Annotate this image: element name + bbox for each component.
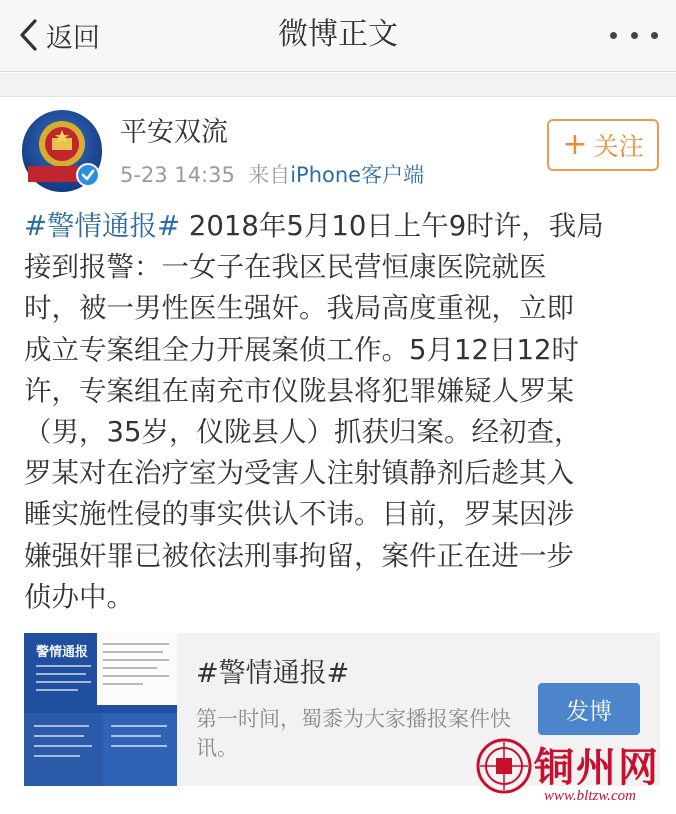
watermark-logo-icon xyxy=(476,738,532,794)
post-meta xyxy=(120,160,424,190)
thumbnail-panel xyxy=(103,713,177,786)
card-title: #警情通报# xyxy=(196,658,350,689)
watermark-url: www.bltzw.com xyxy=(544,788,636,804)
text-line xyxy=(103,651,163,653)
text-line xyxy=(34,745,92,747)
source-prefix: 来自 xyxy=(248,163,291,187)
content-line: 成立专案组全力开展案侦工作。5月12日12时 xyxy=(24,333,579,366)
content-line: （男，35岁，仪陇县人）抓获归案。经初查， xyxy=(24,415,582,448)
topic-thumbnail xyxy=(24,633,177,786)
post-content xyxy=(24,206,660,618)
post-button[interactable]: 发博 xyxy=(538,683,640,735)
thumbnail-document xyxy=(97,633,177,705)
watermark xyxy=(472,736,676,814)
text-line xyxy=(111,745,167,747)
back-label: 返回 xyxy=(46,22,100,54)
content-line: 许，专案组在南充市仪陇县将犯罪嫌疑人罗某 xyxy=(24,374,574,407)
section-gap xyxy=(0,73,676,97)
text-line xyxy=(103,675,169,677)
text-line xyxy=(103,683,143,685)
card-description: 第一时间，蜀黍为大家播报案件快讯。 xyxy=(196,707,511,760)
text-line xyxy=(111,725,167,727)
text-line xyxy=(34,755,80,757)
plus-icon: + xyxy=(562,127,588,162)
text-line xyxy=(103,667,157,669)
content-text: 2018年5月10日上午9时许，我局 xyxy=(180,210,604,242)
dot xyxy=(610,32,617,39)
author-name[interactable]: 平安双流 xyxy=(120,117,228,148)
page-title: 微博正文 xyxy=(278,17,398,52)
content-line: 侦办中。 xyxy=(24,580,134,613)
dot xyxy=(631,32,638,39)
content-line: 接到报警：一女子在我区民营恒康医院就医 xyxy=(24,251,547,284)
text-line xyxy=(34,735,84,737)
text-line xyxy=(36,673,86,675)
text-line xyxy=(111,735,161,737)
text-line xyxy=(103,643,169,645)
follow-button[interactable] xyxy=(547,119,659,171)
avatar[interactable] xyxy=(22,110,102,192)
content-line: 时，被一男性医生强奸。我局高度重视，立即 xyxy=(24,292,574,325)
content-line xyxy=(24,206,660,247)
text-line xyxy=(36,681,91,683)
watermark-text: 铜州网 xyxy=(534,744,660,791)
content-line: 罗某对在治疗室为受害人注射镇静剂后趁其入 xyxy=(24,457,574,490)
text-line xyxy=(36,665,91,667)
nav-bar xyxy=(0,0,676,72)
text-line xyxy=(34,725,89,727)
hashtag-link[interactable]: #警情通报# xyxy=(24,210,181,242)
dot xyxy=(651,32,658,39)
more-icon[interactable] xyxy=(610,22,658,48)
content-line: 嫌强奸罪已被依法刑事拘留，案件正在进一步 xyxy=(24,539,574,572)
text-line xyxy=(36,689,78,691)
text-line xyxy=(103,659,169,661)
post-time: 5-23 14:35 xyxy=(120,163,235,187)
follow-label: 关注 xyxy=(593,132,644,161)
content-line: 睡实施性侵的事实供认不讳。目前，罗某因涉 xyxy=(24,498,574,531)
post-source[interactable]: iPhone客户端 xyxy=(290,163,425,187)
thumbnail-title: 警情通报 xyxy=(36,645,89,660)
